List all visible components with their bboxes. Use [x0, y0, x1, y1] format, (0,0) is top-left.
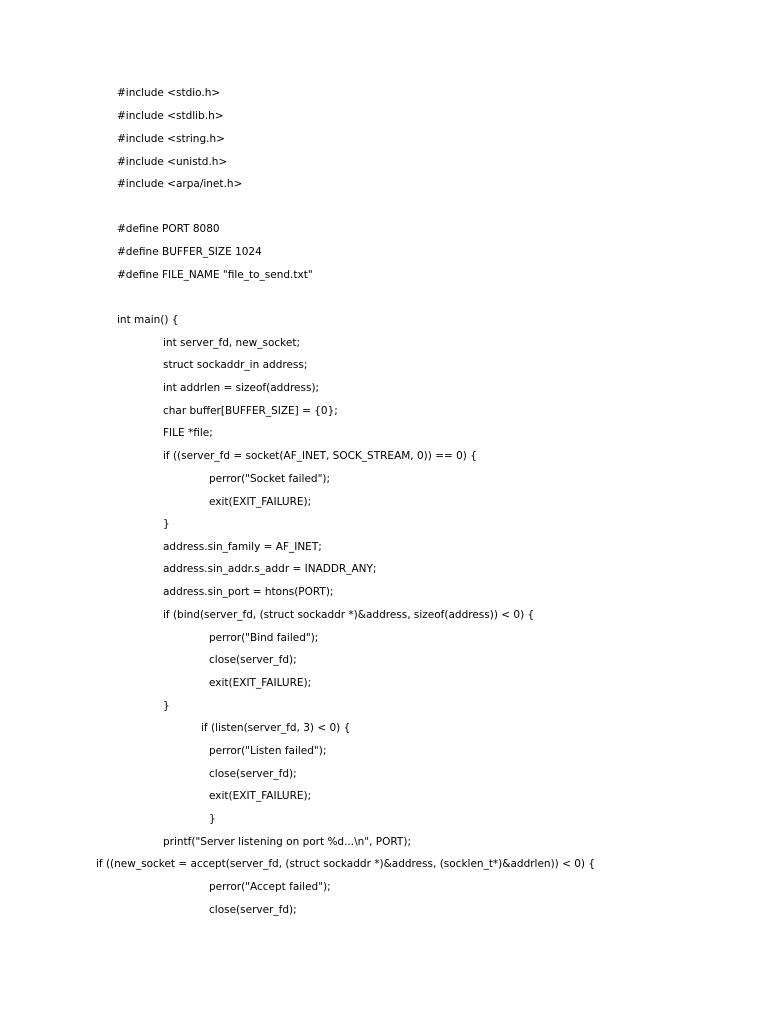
code-line: #include <unistd.h> — [117, 156, 228, 168]
code-line: perror("Bind failed"); — [209, 632, 319, 644]
code-line: #include <stdio.h> — [117, 87, 221, 99]
code-line: #define BUFFER_SIZE 1024 — [117, 246, 262, 258]
code-line: if ((server_fd = socket(AF_INET, SOCK_STREAM, 0)) == 0) { — [163, 450, 477, 462]
code-line: if (bind(server_fd, (struct sockaddr *)&address, sizeof(address)) < 0) { — [163, 609, 535, 621]
code-line: perror("Socket failed"); — [209, 473, 331, 485]
code-line: perror("Accept failed"); — [209, 881, 331, 893]
code-line: int server_fd, new_socket; — [163, 337, 300, 349]
code-line: exit(EXIT_FAILURE); — [209, 496, 312, 508]
code-line: #include <string.h> — [117, 133, 225, 145]
code-line: int main() { — [117, 314, 179, 326]
code-line: address.sin_port = htons(PORT); — [163, 586, 334, 598]
code-line: close(server_fd); — [209, 904, 297, 916]
code-line: #define FILE_NAME "file_to_send.txt" — [117, 269, 313, 281]
code-line: #include <arpa/inet.h> — [117, 178, 243, 190]
code-line: if ((new_socket = accept(server_fd, (struct sockaddr *)&address, (socklen_t*)&addrlen)) < 0) { — [96, 858, 596, 870]
code-line: close(server_fd); — [209, 768, 297, 780]
code-line: if (listen(server_fd, 3) < 0) { — [201, 722, 351, 734]
code-line: } — [163, 518, 170, 530]
code-line: address.sin_addr.s_addr = INADDR_ANY; — [163, 563, 377, 575]
code-line: exit(EXIT_FAILURE); — [209, 677, 312, 689]
code-line: #include <stdlib.h> — [117, 110, 224, 122]
code-line: FILE *file; — [163, 427, 213, 439]
code-line: int addrlen = sizeof(address); — [163, 382, 320, 394]
code-line: char buffer[BUFFER_SIZE] = {0}; — [163, 405, 338, 417]
code-line: } — [209, 813, 216, 825]
code-line: } — [163, 700, 170, 712]
code-line: #define PORT 8080 — [117, 223, 220, 235]
code-line: struct sockaddr_in address; — [163, 359, 308, 371]
code-line: exit(EXIT_FAILURE); — [209, 790, 312, 802]
code-line: printf("Server listening on port %d...\n", PORT); — [163, 836, 411, 848]
code-line: address.sin_family = AF_INET; — [163, 541, 322, 553]
code-line: perror("Listen failed"); — [209, 745, 327, 757]
code-line: close(server_fd); — [209, 654, 297, 666]
